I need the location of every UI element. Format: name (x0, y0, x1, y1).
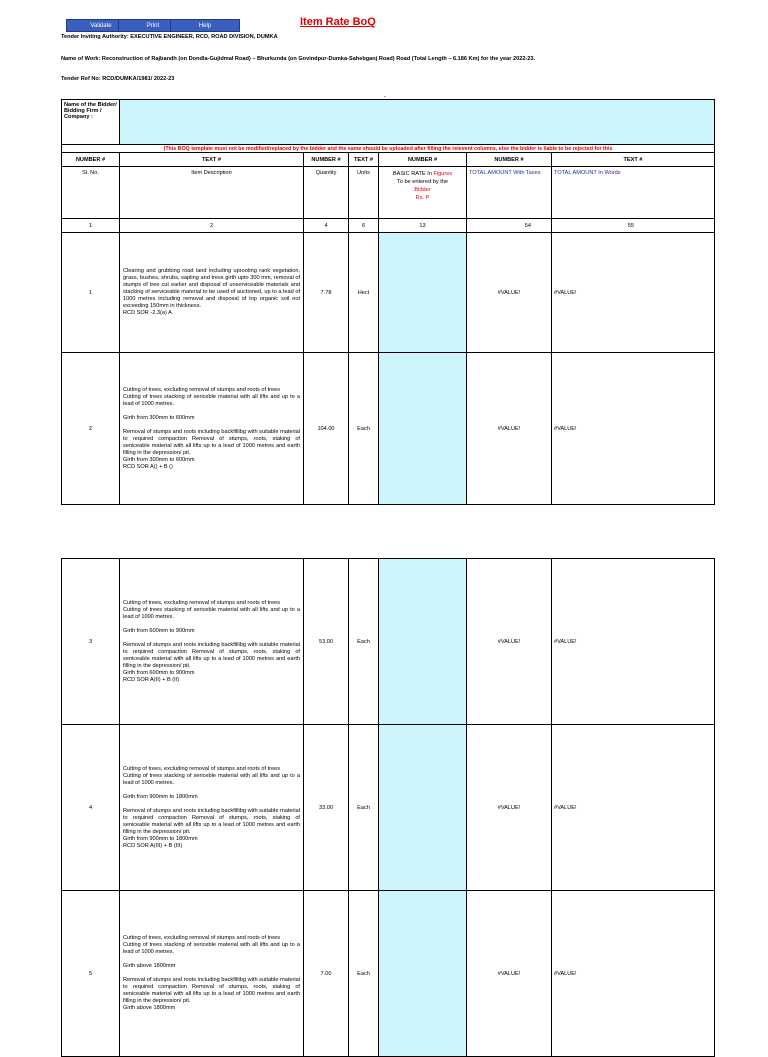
row-description (120, 725, 304, 891)
template-warning: (This BOQ template must not be modified/replaced by the bidder and the same should be uploaded after filling the relevent columns, else the bidder is liable to be rejected for this (62, 145, 715, 153)
row-units: Each (349, 353, 379, 505)
row-units: Each (349, 559, 379, 725)
type-label: TEXT # (120, 153, 304, 167)
table-row (62, 725, 715, 891)
header-amount-words: TOTAL AMOUNT In Words (552, 167, 715, 219)
row-rate-input[interactable] (379, 559, 467, 725)
row-quantity: 53.00 (304, 559, 349, 725)
column-number-row (62, 219, 715, 233)
boq-table-top (61, 99, 715, 505)
row-amount-words: #VALUE! (552, 725, 715, 891)
column-number: 13 (379, 219, 467, 233)
bidder-label: Name of the Bidder/ Bidding Firm / Company : (62, 100, 120, 145)
type-label: NUMBER # (467, 153, 552, 167)
bidder-name-input[interactable] (120, 100, 715, 145)
type-label: TEXT # (552, 153, 715, 167)
row-units: Each (349, 891, 379, 1057)
header-rate-text: BASIC RATE In (392, 171, 434, 177)
row-rate-input[interactable] (379, 725, 467, 891)
row-slno: 4 (62, 725, 120, 891)
row-quantity: 104.00 (304, 353, 349, 505)
column-number: 6 (349, 219, 379, 233)
header-rate-bidder: Bidder (414, 187, 431, 193)
page-title: Item Rate BoQ (300, 16, 376, 28)
table-row (62, 891, 715, 1057)
help-button[interactable]: Help (170, 19, 240, 32)
header-description: Item Description (120, 167, 304, 219)
row-rate-input[interactable] (379, 353, 467, 505)
row-sor-ref: RCD SOR A(II) + B (II) (123, 676, 180, 683)
row-slno: 3 (62, 559, 120, 725)
row-total-amount: #VALUE! (467, 891, 552, 1057)
column-number: 2 (120, 219, 304, 233)
row-rate-input[interactable] (379, 891, 467, 1057)
tender-ref: Tender Ref No: RCD/DUMKA/1981/ 2022-23 (61, 76, 175, 82)
row-sor-ref: RCD SOR -2.3(a) A (123, 310, 172, 316)
work-name: Name of Work: Reconstruction of Rajbandh (on Dondla-Gujidmal Road) – Bhurkunda (on Govindpur-Dumka-Sahebganj Road) Road (Total Length – 6.186 Km) for the year 2022-23. (61, 56, 536, 62)
row-units: Hect (349, 233, 379, 353)
row-slno: 5 (62, 891, 120, 1057)
row-total-amount: #VALUE! (467, 725, 552, 891)
type-label: TEXT # (349, 153, 379, 167)
column-number: 55 (552, 219, 715, 233)
row-description-text: Clearing and grubbing road land including uprooting rank vegetation, grass, bushes, shrubs, sapling and tress girth upto 300 mm, removal of stumps of tree cut earlier and disposal of unserviceable materials and stacking of serviceable material to be used of auctioned, up to a lead of 1000 metres including removal and disposal of top organic soil not exceeding 150mm in thickness. (123, 268, 300, 309)
row-total-amount: #VALUE! (467, 559, 552, 725)
row-description (120, 891, 304, 1057)
row-description (120, 353, 304, 505)
separator-mark: - (384, 94, 386, 100)
boq-table-bottom (61, 558, 715, 1057)
row-quantity: 7.78 (304, 233, 349, 353)
header-rate-currency: Rs. P (415, 195, 430, 201)
row-sor-ref: RCD SOR A() + B () (123, 463, 173, 470)
row-quantity: 33.00 (304, 725, 349, 891)
validate-button[interactable]: Validate (66, 19, 136, 32)
row-description (120, 233, 304, 353)
row-description-text: Cutting of trees, excluding removal of stumps and roots of trees Cutting of trees stacking of sericeble material with all lifts and up to a lead of 1000 metres. Girth from 300mm to 600mm Removal of stumps and roots including backfillibg with suitable material to required compaction Removal of stumps, roots, staking of seniceable material with all lifts up to a lead of 1000 metres and earth filling in the depression/ pit. Girth from 300mm to 600mm (123, 386, 300, 463)
column-number: 54 (467, 219, 552, 233)
print-button[interactable]: Print (118, 19, 188, 32)
column-number: 4 (304, 219, 349, 233)
table-row (62, 559, 715, 725)
header-basic-rate (379, 167, 467, 219)
row-description-text: Cutting of trees, excluding removal of stumps and roots of trees Cutting of trees stacking of sericeble material with all lifts and up to a lead of 1000 metres. Girth from 600mm to 900mm Removal of stumps and roots including backfillibg with suitable material to required compaction Removal of stumps, roots, staking of seniceable material with all lifts up to a lead of 1000 metres and earth filling in the depression/ pit. Girth from 600mm to 900mm (123, 599, 300, 676)
row-total-amount: #VALUE! (467, 353, 552, 505)
header-total-amount: TOTAL AMOUNT With Taxes (467, 167, 552, 219)
header-row (62, 167, 715, 219)
table-row (62, 233, 715, 353)
type-row (62, 153, 715, 167)
type-label: NUMBER # (304, 153, 349, 167)
type-label: NUMBER # (75, 156, 106, 163)
row-amount-words: #VALUE! (552, 559, 715, 725)
row-slno: 1 (62, 233, 120, 353)
row-amount-words: #VALUE! (552, 233, 715, 353)
header-slno: Sl. No. (62, 167, 120, 219)
header-rate-figures: Figures (433, 171, 453, 177)
tender-authority: Tender Inviting Authority: EXECUTIVE ENGINEER, RCD, ROAD DIVISION, DUMKA (61, 34, 278, 40)
row-description-text: Cutting of trees, excluding removal of stumps and roots of trees Cutting of trees stacking of sericeble material with all lifts and up to a lead of 1000 metres. Girth above 1800mm Removal of stumps and roots including backfillibg with suitable material to required compaction Removal of stumps, roots, staking of seniceable material with all lifts up to a lead of 1000 metres and earth filling in the depression/ pit. Girth above 1800mm (123, 935, 300, 1011)
table-row (62, 353, 715, 505)
header-rate-entered: To be entered by the (396, 179, 448, 185)
header-quantity: Quantity (304, 167, 349, 219)
row-slno: 2 (62, 353, 120, 505)
row-sor-ref: RCD SOR A(III) + B (III) (123, 842, 183, 849)
row-units: Each (349, 725, 379, 891)
row-description-text: Cutting of trees, excluding removal of stumps and roots of trees Cutting of trees stacking of sericeble material with all lifts and up to a lead of 1000 metres. Girth from 900mm to 1800mm Removal of stumps and roots including backfillibg with suitable material to required compaction Removal of stumps, roots, staking of seniceable material with all lifts up to a lead of 1000 metres and earth filling in the depression/ pit. Girth from 900mm to 1800mm (123, 765, 300, 842)
row-rate-input[interactable] (379, 233, 467, 353)
row-quantity: 7.00 (304, 891, 349, 1057)
row-amount-words: #VALUE! (552, 891, 715, 1057)
row-description (120, 559, 304, 725)
column-number: 1 (62, 219, 120, 233)
row-total-amount: #VALUE! (467, 233, 552, 353)
header-units: Units (349, 167, 379, 219)
row-amount-words: #VALUE! (552, 353, 715, 505)
type-label: NUMBER # (379, 153, 467, 167)
